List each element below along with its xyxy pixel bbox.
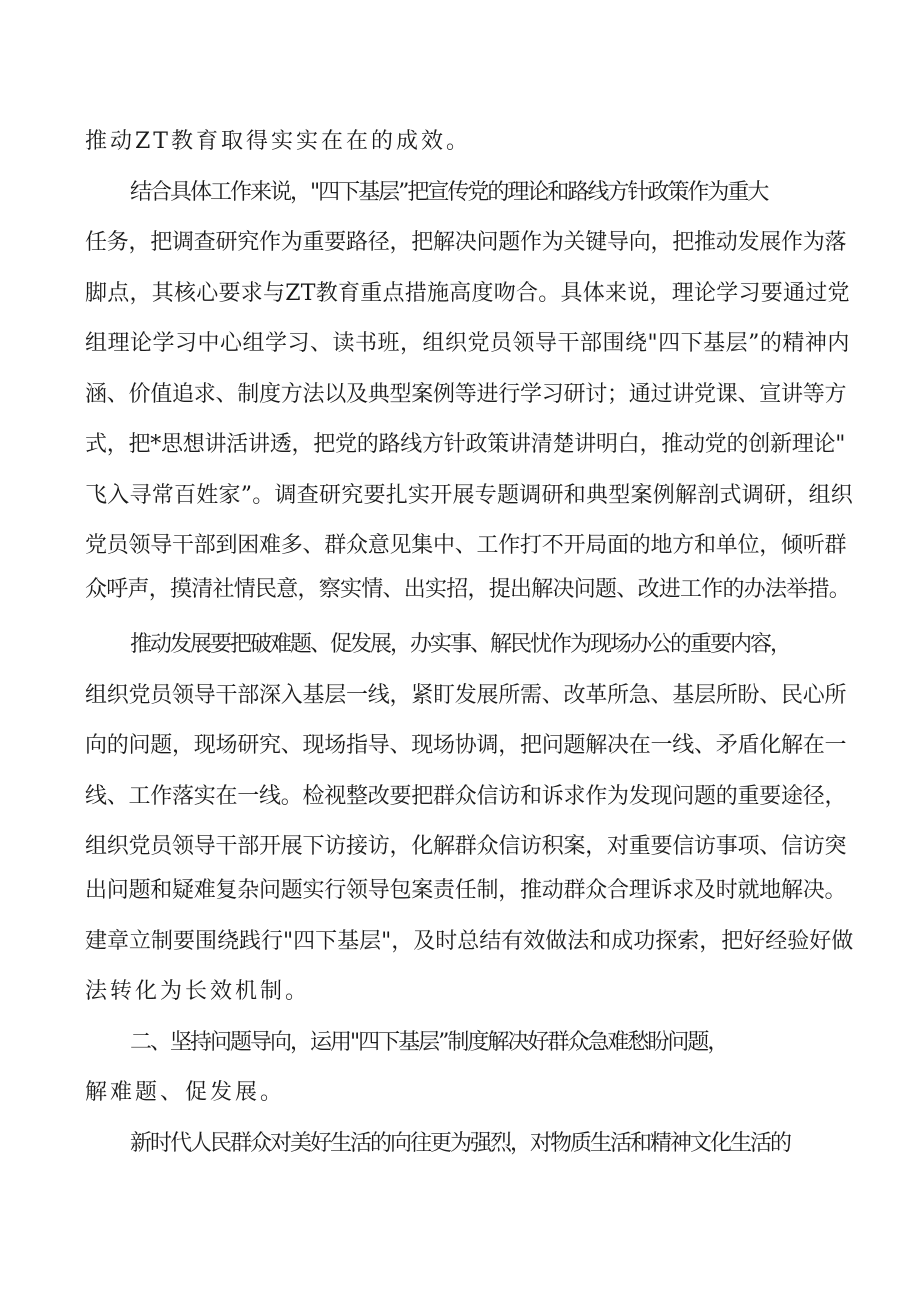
text-line: 出问题和疑难复杂问题实行领导包案责任制，推动群众合理诉求及时就地解决。 bbox=[85, 878, 847, 903]
text-line: 组理论学习中心组学习、读书班，组织党员领导干部围绕"四下基层”的精神内 bbox=[85, 331, 850, 356]
text-line: 脚点，其核心要求与ZT教育重点措施高度吻合。具体来说，理论学习要通过党 bbox=[85, 281, 850, 306]
paragraph-first-line: 结合具体工作来说，"四下基层”把宣传党的理论和路线方针政策作为重大 bbox=[130, 180, 768, 205]
text-line: 建章立制要围绕践行"四下基层"，及时总结有效做法和成功探索，把好经验好做 bbox=[85, 929, 854, 954]
paragraph-first-line: 推动发展要把破难题、促发展，办实事、解民忧作为现场办公的重要内容， bbox=[130, 632, 791, 657]
paragraph-first-line: 新时代人民群众对美好生活的向往更为强烈，对物质生活和精神文化生活的 bbox=[130, 1131, 791, 1156]
text-line: 组织党员领导干部深入基层一线，紧盯发展所需、改革所急、基层所盼、民心所 bbox=[85, 683, 847, 708]
text-line: 组织党员领导干部开展下访接访，化解群众信访积案，对重要信访事项、信访突 bbox=[85, 834, 847, 859]
text-line: 推动ZT教育取得实实在在的成效。 bbox=[85, 129, 471, 154]
text-line: 涵、价值追求、制度方法以及典型案例等进行学习研讨；通过讲党课、宣讲等方 bbox=[85, 382, 847, 407]
text-line: 飞入寻常百姓家”。调查研究要扎实开展专题调研和典型案例解剖式调研，组织 bbox=[85, 483, 853, 508]
text-line: 党员领导干部到困难多、群众意见集中、工作打不开局面的地方和单位，倾听群 bbox=[85, 533, 847, 558]
text-line: 向的问题，现场研究、现场指导、现场协调，把问题解决在一线、矛盾化解在一 bbox=[85, 733, 847, 758]
section-heading: 二、坚持问题导向，运用"四下基层”制度解决好群众急难愁盼问题， bbox=[130, 1030, 728, 1055]
text-line: 线、工作落实在一线。检视整改要把群众信访和诉求作为发现问题的重要途径， bbox=[85, 784, 847, 809]
section-heading-continued: 解难题、促发展。 bbox=[85, 1080, 286, 1105]
text-line: 法转化为长效机制。 bbox=[85, 979, 311, 1004]
text-line: 任务，把调查研究作为重要路径，把解决问题作为关键导向，把推动发展作为落 bbox=[85, 230, 847, 255]
text-line: 式，把*思想讲活讲透，把党的路线方针政策讲清楚讲明白，推动党的创新理论" bbox=[85, 432, 846, 457]
text-line: 众呼声，摸清社情民意，察实情、出实招，提出解决问题、改进工作的办法举措。 bbox=[85, 577, 851, 602]
